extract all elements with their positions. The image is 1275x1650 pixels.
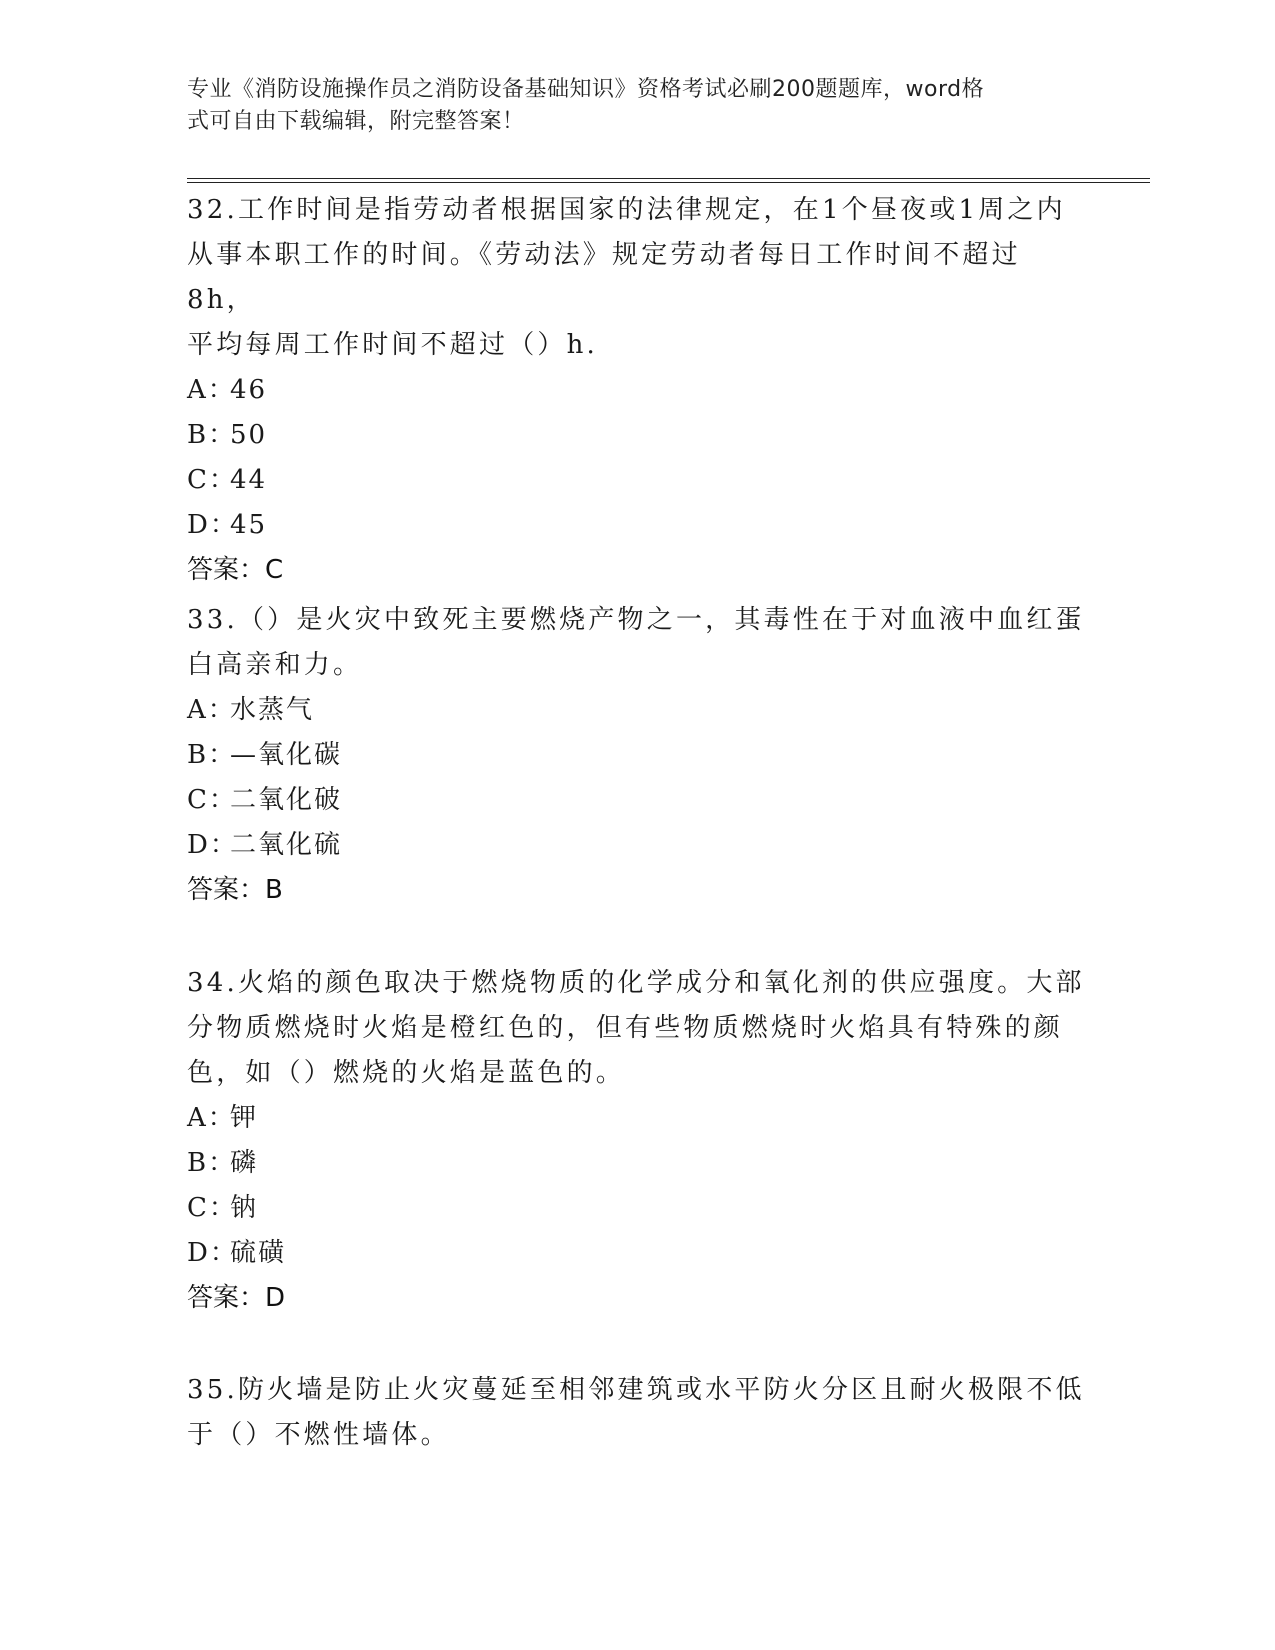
answer-line: 答案：B xyxy=(187,875,283,905)
question-stem-line: 33.（）是火灾中致死主要燃烧产物之一，其毒性在于对血液中血红蛋 xyxy=(187,605,1085,635)
option-key: B： xyxy=(187,740,237,770)
option-key: B： xyxy=(187,1148,237,1178)
option-c xyxy=(187,778,1087,823)
option-text: 硫磺 xyxy=(230,1238,287,1268)
option-text: 50 xyxy=(230,420,268,450)
option-key: C： xyxy=(187,785,237,815)
option-c xyxy=(187,1186,1087,1231)
option-key: D： xyxy=(187,830,238,860)
answer-line: 答案：D xyxy=(187,1283,286,1313)
option-key: D： xyxy=(187,510,238,540)
option-key: B： xyxy=(187,420,237,450)
option-key: C： xyxy=(187,465,237,495)
question-35 xyxy=(187,1368,1087,1458)
option-d xyxy=(187,823,1087,868)
question-stem-line: 分物质燃烧时火焰是橙红色的，但有些物质燃烧时火焰具有特殊的颜 xyxy=(187,1013,1064,1043)
question-stem-line: 从事本职工作的时间。《劳动法》规定劳动者每日工作时间不超过8h， xyxy=(187,240,1021,315)
option-key: D： xyxy=(187,1238,238,1268)
option-c xyxy=(187,458,1087,503)
option-a xyxy=(187,688,1087,733)
question-32 xyxy=(187,188,1087,593)
option-b xyxy=(187,413,1087,458)
option-text: 磷 xyxy=(230,1148,259,1178)
question-stem-line: 白高亲和力。 xyxy=(187,650,363,680)
option-b xyxy=(187,733,1087,778)
option-a xyxy=(187,1096,1087,1141)
header-line-1: 专业《消防设施操作员之消防设备基础知识》资格考试必刷200题题库，word格 xyxy=(187,77,985,102)
option-text: 46 xyxy=(230,375,268,405)
option-key: A： xyxy=(187,1103,236,1133)
option-text: 二氧化破 xyxy=(230,785,343,815)
option-text: 钠 xyxy=(230,1193,259,1223)
option-text: —氧化碳 xyxy=(230,740,343,770)
question-33 xyxy=(187,598,1087,913)
question-stem-line: 于（）不燃性墙体。 xyxy=(187,1420,450,1450)
question-stem-line: 34.火焰的颜色取决于燃烧物质的化学成分和氧化剂的供应强度。大部 xyxy=(187,968,1085,998)
question-34 xyxy=(187,961,1087,1321)
option-text: 水蒸气 xyxy=(230,695,315,725)
option-key: A： xyxy=(187,375,236,405)
option-key: C： xyxy=(187,1193,237,1223)
question-stem-line: 平均每周工作时间不超过（）h. xyxy=(187,330,599,360)
header-divider-top xyxy=(187,178,1150,179)
answer-line: 答案：C xyxy=(187,555,284,585)
option-b xyxy=(187,1141,1087,1186)
option-a xyxy=(187,368,1087,413)
option-text: 二氧化硫 xyxy=(230,830,343,860)
question-stem-line: 32.工作时间是指劳动者根据国家的法律规定，在1个昼夜或1周之内 xyxy=(187,195,1066,225)
header-divider-bottom xyxy=(187,182,1150,183)
option-key: A： xyxy=(187,695,236,725)
option-text: 45 xyxy=(230,510,268,540)
option-d xyxy=(187,1231,1087,1276)
question-stem-line: 色，如（）燃烧的火焰是蓝色的。 xyxy=(187,1058,626,1088)
question-stem-line: 35.防火墙是防止火灾蔓延至相邻建筑或水平防火分区且耐火极限不低 xyxy=(187,1375,1085,1405)
option-text: 钾 xyxy=(230,1103,259,1133)
document-header xyxy=(187,74,1067,138)
option-d xyxy=(187,503,1087,548)
header-line-2: 式可自由下载编辑，附完整答案！ xyxy=(187,109,525,134)
option-text: 44 xyxy=(230,465,268,495)
